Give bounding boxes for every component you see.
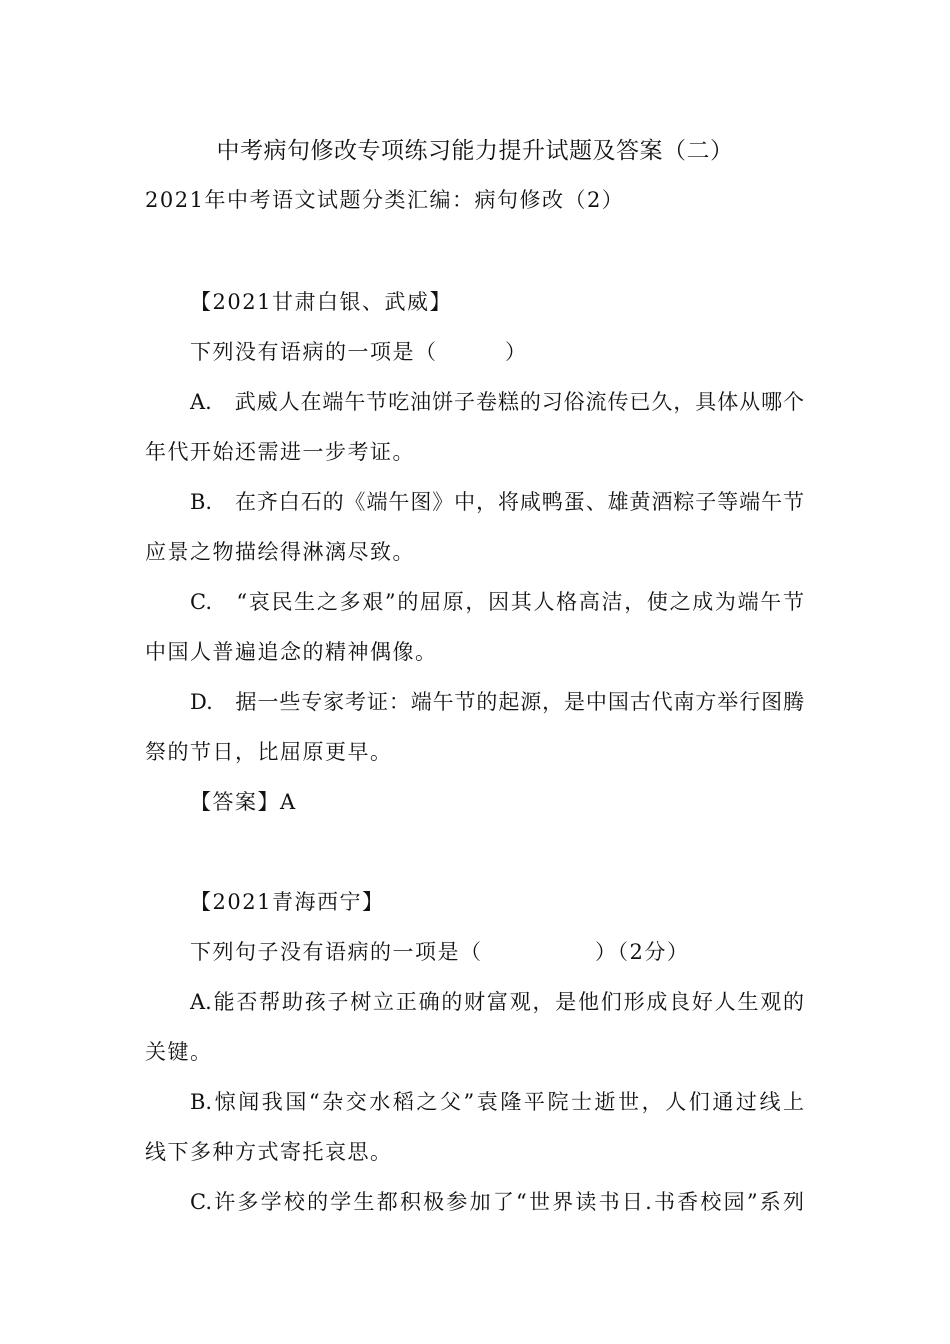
document-title: 中考病句修改专项练习能力提升试题及答案（二） [216,138,734,164]
option-a-line-1: A.能否帮助孩子树立正确的财富观，是他们形成良好人生观的 [190,990,804,1014]
option-d-line-1: D. 据一些专家考证：端午节的起源，是中国古代南方举行图腾 [190,690,804,714]
option-d-line-2: 祭的节日，比屈原更早。 [145,740,393,764]
option-a-line-1: A. 武威人在端午节吃油饼子卷糕的习俗流传已久，具体从哪个 [190,390,804,414]
option-b-line-2: 应景之物描绘得淋漓尽致。 [145,540,415,564]
option-c-line-1: C.许多学校的学生都积极参加了“世界读书日.书香校园”系列 [190,1190,804,1214]
question-prompt: 下列没有语病的一项是（ ） [190,340,528,364]
document-subtitle: 2021年中考语文试题分类汇编：病句修改（2） [145,188,625,212]
answer-line: 【答案】A [190,790,297,814]
option-a-line-2: 关键。 [145,1040,213,1064]
option-b-line-1: B.惊闻我国“杂交水稻之父”袁隆平院士逝世，人们通过线上 [190,1090,804,1114]
option-c-line-1: C. “哀民生之多艰”的屈原，因其人格高洁，使之成为端午节 [190,590,804,614]
section-source-label: 【2021青海西宁】 [190,890,385,914]
section-source-label: 【2021甘肃白银、武威】 [190,290,452,314]
option-b-line-2: 线下多种方式寄托哀思。 [145,1140,393,1164]
option-b-line-1: B. 在齐白石的《端午图》中，将咸鸭蛋、雄黄酒粽子等端午节 [190,490,804,514]
option-a-line-2: 年代开始还需进一步考证。 [145,440,415,464]
question-prompt: 下列句子没有语病的一项是（ ）（2分） [190,940,690,964]
option-c-line-2: 中国人普遍追念的精神偶像。 [145,640,438,664]
